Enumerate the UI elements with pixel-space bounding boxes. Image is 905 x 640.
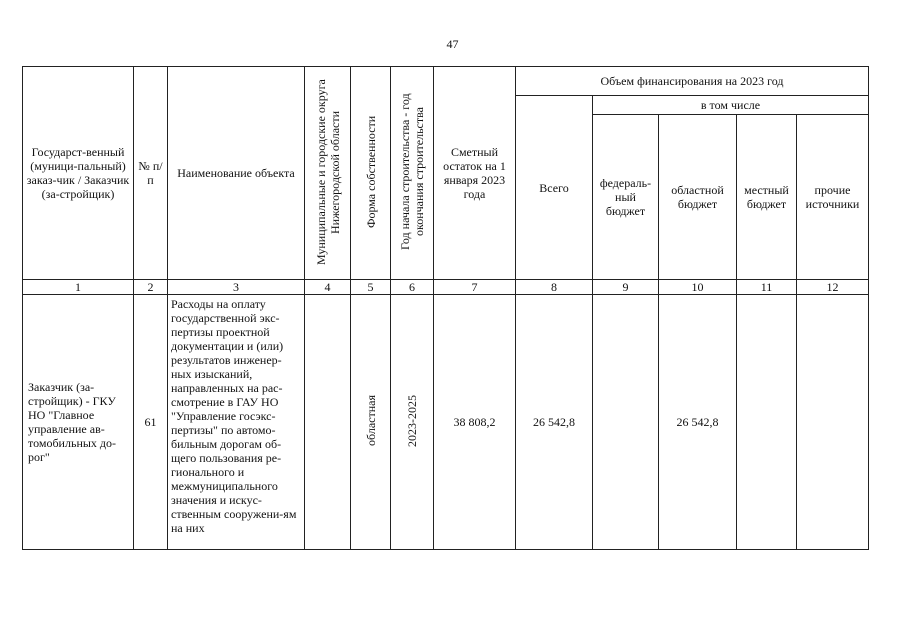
row-regional: 26 542,8 xyxy=(659,295,737,550)
column-number: 11 xyxy=(737,280,797,295)
row-local xyxy=(737,295,797,550)
column-number: 8 xyxy=(516,280,593,295)
row-federal xyxy=(593,295,659,550)
column-number: 5 xyxy=(351,280,391,295)
column-number: 10 xyxy=(659,280,737,295)
column-number: 3 xyxy=(168,280,305,295)
row-total: 26 542,8 xyxy=(516,295,593,550)
row-other xyxy=(797,295,869,550)
header-regional: областной бюджет xyxy=(659,115,737,280)
row-estimate-balance: 38 808,2 xyxy=(434,295,516,550)
column-number: 6 xyxy=(391,280,434,295)
column-number: 9 xyxy=(593,280,659,295)
header-federal: федераль-ный бюджет xyxy=(593,115,659,280)
header-number: № п/п xyxy=(134,67,168,280)
row-municipality xyxy=(305,295,351,550)
page-number: 47 xyxy=(446,37,459,51)
table-row xyxy=(23,295,869,550)
header-funding-title: Объем финансирования на 2023 год xyxy=(516,67,869,96)
row-ownership: областная xyxy=(351,295,391,550)
column-number: 1 xyxy=(23,280,134,295)
column-number: 4 xyxy=(305,280,351,295)
column-number: 12 xyxy=(797,280,869,295)
header-municipality: Муниципальные и городские округа Нижегородской области xyxy=(305,67,351,280)
row-object-name: Расходы на оплату государственной экс-пертизы проектной документации и (или) результатов инженер-ных изысканий, направленных на рас-смотрение в ГАУ НО "Управление госэкс-пертизы" по автомо-бильным дорогам об-щего пользования ре-гионального и межмуниципального значения и искус-ственным сооружени-ям на них xyxy=(168,295,305,550)
header-local: местный бюджет xyxy=(737,115,797,280)
header-object-name: Наименование объекта xyxy=(168,67,305,280)
header-ownership: Форма собственности xyxy=(351,67,391,280)
column-number: 7 xyxy=(434,280,516,295)
column-number-row xyxy=(23,280,869,295)
row-years: 2023-2025 xyxy=(391,295,434,550)
header-customer: Государст-венный (муници-пальный) заказ-чик / Заказчик (за-стройщик) xyxy=(23,67,134,280)
column-number: 2 xyxy=(134,280,168,295)
header-total: Всего xyxy=(516,96,593,280)
header-estimate-balance: Сметный остаток на 1 января 2023 года xyxy=(434,67,516,280)
financing-table xyxy=(22,66,869,550)
header-other: прочие источники xyxy=(797,115,869,280)
header-including: в том числе xyxy=(593,96,869,115)
row-number: 61 xyxy=(134,295,168,550)
header-years: Год начала строительства - год окончания строительства xyxy=(391,67,434,280)
row-customer: Заказчик (за-стройщик) - ГКУ НО "Главное управление ав-томобильных до-рог" xyxy=(23,295,134,550)
